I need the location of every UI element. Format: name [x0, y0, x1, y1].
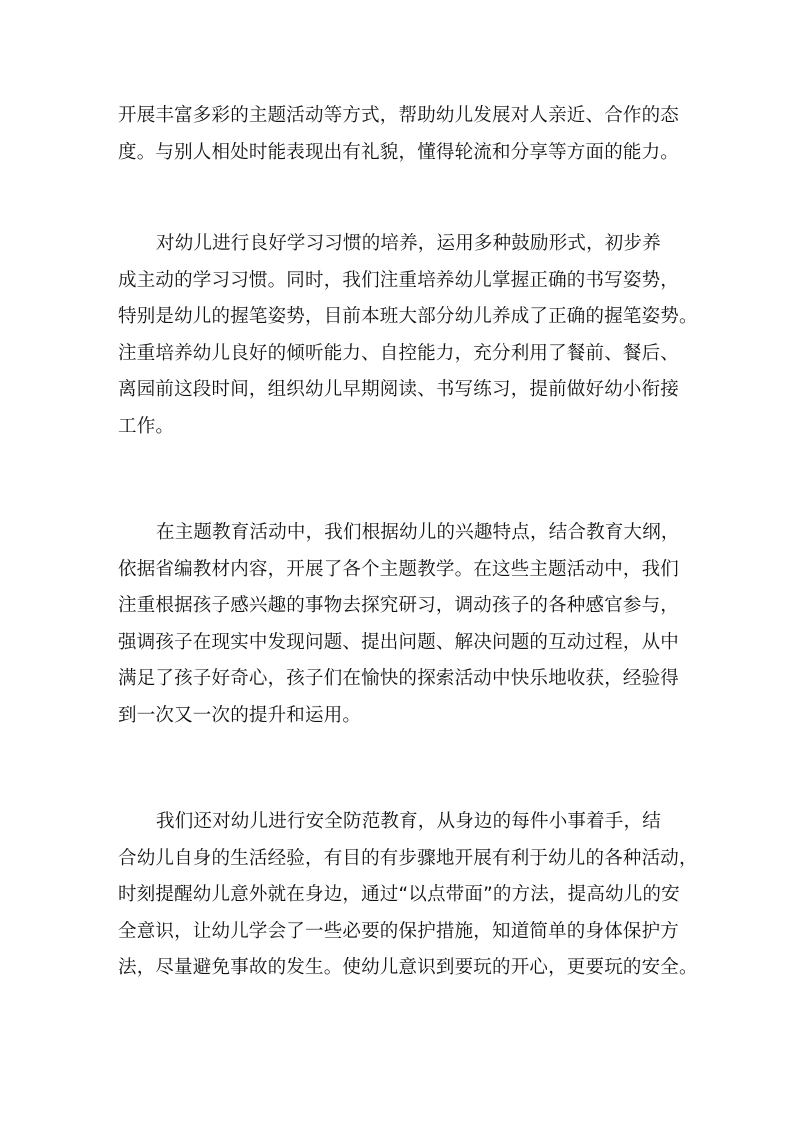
text-line: 工作。: [118, 415, 175, 437]
text-line: 离园前这段时间，组织幼儿早期阅读、书写练习，提前做好幼小衔接: [118, 379, 680, 400]
text-line: 对幼儿进行良好学习习惯的培养，运用多种鼓励形式，初步养: [156, 233, 661, 254]
paragraph-4: [118, 804, 698, 987]
text-line: 成主动的学习习惯。同时，我们注重培养幼儿掌握正确的书写姿势，: [118, 269, 680, 291]
text-line: 度。与别人相处时能表现出有礼貌，懂得轮流和分享等方面的能力。: [118, 141, 680, 163]
paragraph-1: [118, 98, 698, 171]
paragraph-3: [118, 515, 698, 734]
text-line: 合幼儿自身的生活经验，有目的有步骤地开展有利于幼儿的各种活动，: [118, 847, 698, 869]
text-line: 法，尽量避免事故的发生。使幼儿意识到要玩的开心，更要玩的安全。: [118, 957, 698, 978]
text-line: 时刻提醒幼儿意外就在身边，通过“以点带面”的方法，提高幼儿的安: [118, 884, 680, 905]
text-line: 注重根据孩子感兴趣的事物去探究研习，调动孩子的各种感官参与，: [118, 595, 680, 616]
text-line: 全意识，让幼儿学会了一些必要的保护措施，知道简单的身体保护方: [118, 920, 680, 942]
text-line: 特别是幼儿的握笔姿势，目前本班大部分幼儿养成了正确的握笔姿势。: [118, 306, 698, 327]
paragraph-2: [118, 226, 698, 445]
text-line: 开展丰富多彩的主题活动等方式，帮助幼儿发展对人亲近、合作的态: [118, 105, 680, 126]
text-line: 我们还对幼儿进行安全防范教育，从身边的每件小事着手，结: [156, 811, 661, 832]
text-line: 满足了孩子好奇心，孩子们在愉快的探索活动中快乐地收获，经验得: [118, 668, 680, 689]
text-line: 依据省编教材内容，开展了各个主题教学。在这些主题活动中，我们: [118, 558, 680, 580]
text-line: 在主题教育活动中，我们根据幼儿的兴趣特点，结合教育大纲，: [156, 522, 680, 543]
text-line: 到一次又一次的提升和运用。: [118, 704, 362, 726]
text-line: 强调孩子在现实中发现问题、提出问题、解决问题的互动过程，从中: [118, 631, 680, 653]
text-line: 注重培养幼儿良好的倾听能力、自控能力，充分利用了餐前、餐后、: [118, 342, 680, 364]
